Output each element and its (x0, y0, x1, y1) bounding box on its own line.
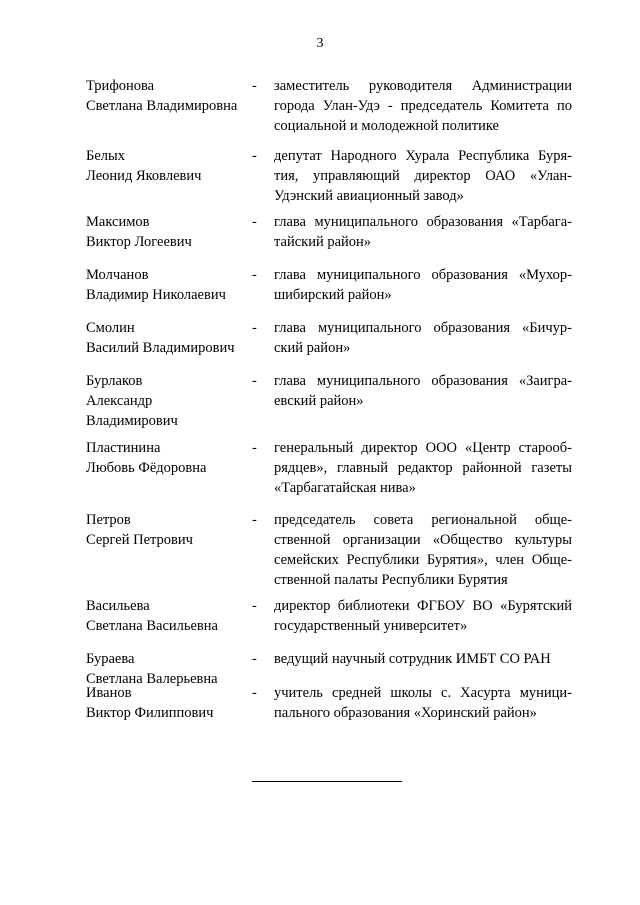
desc-line: евский район» (274, 393, 364, 409)
given-name: Виктор Логеевич (86, 234, 192, 250)
person-name (86, 510, 246, 550)
desc-line: ведущий научный сотрудник ИМБТ СО РАН (274, 651, 551, 667)
person-name (86, 212, 246, 252)
dash-separator: - (252, 440, 257, 456)
surname: Смолин (86, 320, 135, 336)
dash-separator: - (252, 685, 257, 701)
surname: Петров (86, 512, 131, 528)
surname: Молчанов (86, 267, 149, 283)
desc-line: ственной палаты Республики Бурятия (274, 572, 508, 588)
desc-line: тайский район» (274, 234, 372, 250)
desc-line: «Тарбагатайская нива» (274, 480, 416, 496)
person-name (86, 683, 246, 723)
desc-line: глава муниципального образования «Тарбага- (274, 214, 572, 230)
given-name: Виктор Филиппович (86, 705, 214, 721)
surname: Иванов (86, 685, 132, 701)
dash-separator: - (252, 78, 257, 94)
position-description (274, 212, 572, 252)
surname: Трифонова (86, 78, 155, 94)
person-name (86, 76, 246, 116)
desc-line: ственной организации «Общество культуры (274, 532, 572, 548)
surname: Васильева (86, 598, 150, 614)
position-description (274, 146, 572, 206)
end-rule (252, 781, 402, 782)
desc-line: социальной и молодежной политике (274, 118, 499, 134)
desc-line: учитель средней школы с. Хасурта муници- (274, 685, 572, 701)
given-name: Леонид Яковлевич (86, 168, 202, 184)
surname: Бурлаков (86, 373, 143, 389)
dash-separator: - (252, 214, 257, 230)
position-description (274, 438, 572, 498)
dash-separator: - (252, 598, 257, 614)
surname: Пластинина (86, 440, 161, 456)
surname: Максимов (86, 214, 150, 230)
desc-line: тия, управляющий директор ОАО «Улан- (274, 168, 572, 184)
position-description (274, 265, 572, 305)
desc-line: города Улан-Удэ - председатель Комитета по (274, 98, 572, 114)
desc-line: глава муниципального образования «Мухор- (274, 267, 572, 283)
given-name: Василий Владимирович (86, 340, 235, 356)
desc-line: ский район» (274, 340, 351, 356)
position-description (274, 510, 572, 590)
desc-line: председатель совета региональной обще- (274, 512, 572, 528)
dash-separator: - (252, 651, 257, 667)
desc-line: семейских Республики Бурятия», член Обще- (274, 552, 572, 568)
given-name: Светлана Валерьевна (86, 671, 218, 687)
person-name (86, 265, 246, 305)
position-description (274, 371, 572, 411)
page-number: 3 (316, 36, 324, 51)
desc-line: депутат Народного Хурала Республика Буря- (274, 148, 572, 164)
dash-separator: - (252, 373, 257, 389)
position-description (274, 649, 572, 669)
dash-separator: - (252, 148, 257, 164)
person-name (86, 371, 246, 431)
given-name: Александр (86, 393, 153, 409)
desc-line: Удэнский авиационный завод» (274, 188, 464, 204)
surname: Белых (86, 148, 125, 164)
desc-line: заместитель руководителя Администрации (274, 78, 572, 94)
desc-line: рядцев», главный редактор районной газеты (274, 460, 572, 476)
desc-line: глава муниципального образования «Бичур- (274, 320, 572, 336)
position-description (274, 318, 572, 358)
given-name: Светлана Васильевна (86, 618, 218, 634)
patronymic: Владимирович (86, 413, 178, 429)
position-description (274, 683, 572, 723)
surname: Бураева (86, 651, 135, 667)
dash-separator: - (252, 267, 257, 283)
given-name: Светлана Владимировна (86, 98, 238, 114)
dash-separator: - (252, 512, 257, 528)
desc-line: государственный университет» (274, 618, 468, 634)
desc-line: глава муниципального образования «Заигра- (274, 373, 572, 389)
person-name (86, 596, 246, 636)
given-name: Любовь Фёдоровна (86, 460, 207, 476)
given-name: Владимир Николаевич (86, 287, 226, 303)
desc-line: директор библиотеки ФГБОУ ВО «Бурятский (274, 598, 572, 614)
given-name: Сергей Петрович (86, 532, 193, 548)
person-name (86, 146, 246, 186)
dash-separator: - (252, 320, 257, 336)
desc-line: шибирский район» (274, 287, 392, 303)
desc-line: пального образования «Хоринский район» (274, 705, 537, 721)
position-description (274, 76, 572, 136)
desc-line: генеральный директор ООО «Центр старооб- (274, 440, 572, 456)
position-description (274, 596, 572, 636)
person-name (86, 318, 246, 358)
person-name (86, 438, 246, 478)
